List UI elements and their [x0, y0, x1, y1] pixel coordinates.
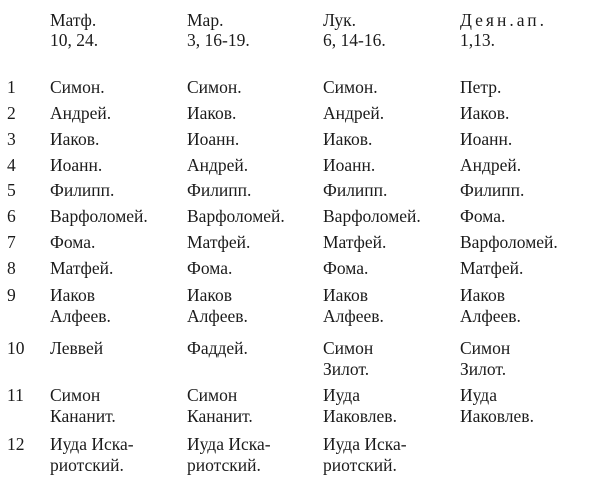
header-luke-book: Лук. [323, 10, 357, 30]
cell-mark [187, 206, 285, 227]
cell-text: Леввей [50, 338, 104, 358]
row-number: 11 [7, 385, 24, 405]
row-number: 12 [7, 434, 25, 454]
cell-luke [323, 385, 397, 427]
cell-mark [187, 434, 271, 476]
row-number: 3 [7, 129, 16, 149]
cell-mark [187, 258, 232, 279]
cell-text: Симон [50, 385, 101, 405]
cell-luke [323, 155, 375, 176]
cell-text: Иоанн. [323, 155, 376, 175]
cell-text: риотский. [323, 455, 397, 475]
header-acts-book: Деян.ап. [460, 10, 547, 30]
cell-luke [323, 258, 368, 279]
cell-acts [460, 129, 512, 150]
header-luke [323, 10, 386, 50]
cell-text: Андрей. [460, 155, 522, 175]
cell-matthew [50, 258, 113, 279]
cell-text: Матфей. [50, 258, 114, 278]
row-number: 10 [7, 338, 25, 358]
cell-luke [323, 338, 373, 380]
cell-mark [187, 232, 250, 253]
cell-acts [460, 103, 509, 124]
header-mark [187, 10, 250, 50]
header-mark-book: Мар. [187, 10, 224, 30]
cell-matthew [50, 103, 111, 124]
cell-text: Иуда Иска- [323, 434, 407, 454]
cell-text: Фома. [50, 232, 96, 252]
row-number: 1 [7, 77, 16, 97]
cell-acts [460, 180, 524, 201]
cell-text: Иаков [187, 285, 233, 305]
cell-luke [323, 285, 384, 327]
cell-text: Фаддей. [187, 338, 248, 358]
cell-text: Иоанн. [460, 129, 513, 149]
cell-text: риотский. [187, 455, 261, 475]
cell-text: Матфей. [460, 258, 524, 278]
cell-text: Зилот. [460, 359, 507, 379]
header-matthew-ref: 10, 24. [50, 30, 99, 50]
cell-text: Фома. [323, 258, 369, 278]
cell-matthew [50, 180, 114, 201]
cell-text: Иаков. [50, 129, 100, 149]
cell-mark [187, 338, 248, 359]
cell-text: Андрей. [323, 103, 385, 123]
cell-text: Алфеев. [187, 306, 248, 326]
cell-text: Андрей. [50, 103, 112, 123]
cell-text: Алфеев. [460, 306, 521, 326]
cell-luke [323, 206, 421, 227]
row-number: 8 [7, 258, 16, 278]
cell-text: Андрей. [187, 155, 249, 175]
cell-text: Зилот. [323, 359, 370, 379]
cell-acts [460, 385, 534, 427]
cell-mark [187, 129, 239, 150]
cell-matthew [50, 206, 148, 227]
cell-text: Иуда Иска- [187, 434, 271, 454]
cell-text: Иуда [460, 385, 497, 405]
cell-acts [460, 285, 521, 327]
cell-mark [187, 155, 248, 176]
cell-mark [187, 103, 236, 124]
header-mark-ref: 3, 16-19. [187, 30, 250, 50]
cell-acts [460, 232, 558, 253]
cell-mark [187, 285, 248, 327]
cell-text: Иоанн. [50, 155, 103, 175]
cell-text: Алфеев. [50, 306, 111, 326]
cell-acts [460, 338, 510, 380]
cell-matthew [50, 129, 99, 150]
cell-matthew [50, 338, 103, 359]
header-matthew-book: Матф. [50, 10, 97, 30]
table-header [0, 10, 589, 50]
cell-text: Варфоломей. [460, 232, 558, 252]
cell-text: Иоанн. [187, 129, 240, 149]
cell-text: Кананит. [50, 406, 116, 426]
cell-text: Варфоломей. [187, 206, 285, 226]
cell-text: Симон [460, 338, 511, 358]
cell-text: Фома. [460, 206, 506, 226]
cell-mark [187, 180, 251, 201]
cell-text: Кананит. [187, 406, 253, 426]
row-number: 4 [7, 155, 16, 175]
cell-text: Симон [187, 385, 238, 405]
row-number: 7 [7, 232, 16, 252]
cell-text: Симон. [323, 77, 378, 97]
cell-matthew [50, 385, 116, 427]
cell-text: Филипп. [460, 180, 525, 200]
cell-matthew [50, 232, 95, 253]
cell-text: Иаковлев. [323, 406, 397, 426]
header-luke-ref: 6, 14-16. [323, 30, 386, 50]
row-number: 9 [7, 285, 16, 305]
cell-acts [460, 155, 521, 176]
cell-acts [460, 206, 505, 227]
cell-text: Матфей. [323, 232, 387, 252]
cell-text: Алфеев. [323, 306, 384, 326]
cell-luke [323, 129, 372, 150]
cell-matthew [50, 77, 105, 98]
cell-text: Симон. [50, 77, 105, 97]
cell-mark [187, 77, 242, 98]
cell-text: Филипп. [187, 180, 252, 200]
cell-text: Иаков. [323, 129, 373, 149]
cell-matthew [50, 155, 102, 176]
cell-luke [323, 180, 387, 201]
cell-text: Иаков. [460, 103, 510, 123]
cell-text: Петр. [460, 77, 502, 97]
cell-matthew [50, 285, 111, 327]
cell-matthew [50, 434, 134, 476]
header-acts [460, 10, 547, 50]
cell-text: Варфоломей. [323, 206, 421, 226]
row-number: 5 [7, 180, 16, 200]
cell-text: Иаковлев. [460, 406, 534, 426]
cell-text: Варфоломей. [50, 206, 148, 226]
cell-acts [460, 258, 523, 279]
cell-text: Симон. [187, 77, 242, 97]
cell-text: Филипп. [50, 180, 115, 200]
cell-acts [460, 77, 501, 98]
row-number: 6 [7, 206, 16, 226]
header-matthew [50, 10, 98, 50]
cell-luke [323, 232, 386, 253]
cell-luke [323, 103, 384, 124]
cell-text: риотский. [50, 455, 124, 475]
cell-text: Иаков [460, 285, 506, 305]
cell-text: Фома. [187, 258, 233, 278]
cell-text: Иаков [323, 285, 369, 305]
row-number: 2 [7, 103, 16, 123]
cell-text: Филипп. [323, 180, 388, 200]
header-acts-ref: 1,13. [460, 30, 495, 50]
cell-text: Иуда Иска- [50, 434, 134, 454]
cell-text: Матфей. [187, 232, 251, 252]
cell-text: Иаков. [187, 103, 237, 123]
cell-luke [323, 434, 407, 476]
cell-mark [187, 385, 253, 427]
cell-text: Симон [323, 338, 374, 358]
cell-luke [323, 77, 378, 98]
cell-text: Иуда [323, 385, 360, 405]
cell-text: Иаков [50, 285, 96, 305]
